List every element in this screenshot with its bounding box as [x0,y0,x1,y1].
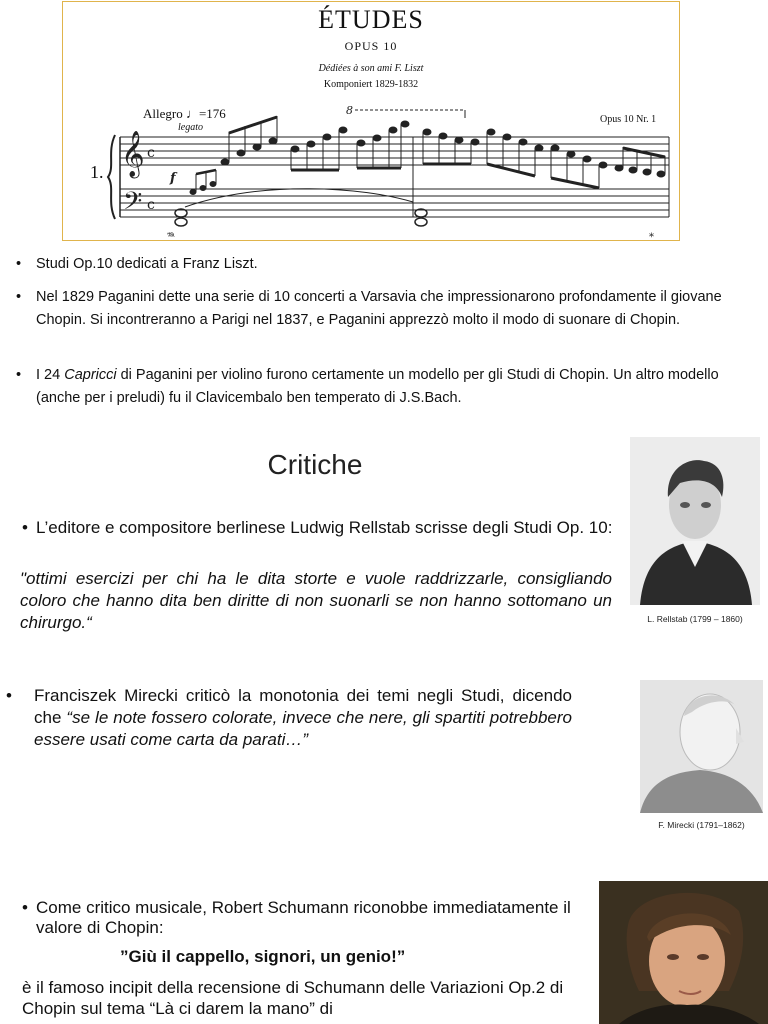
svg-text:c: c [147,145,155,161]
music-staff-drawing [63,2,681,242]
score-excerpt-image [62,1,680,241]
score-opus: OPUS 10 [344,39,398,53]
score-dedication: Dédiées à son ami F. Liszt [318,63,424,74]
schumann-intro-text: Come critico musicale, Robert Schumann riconobbe immediatamente il valore di Chopin: [36,898,571,937]
schumann-portrait-drawing [599,881,768,1024]
bullet-dot: • [16,367,22,383]
mirecki-caption: F. Mirecki (1791–1862) [658,820,745,830]
schumann-portrait [599,881,768,1024]
svg-text:𝄞: 𝄞 [121,131,145,177]
bullet-dot: • [22,898,28,917]
bullet-dot: • [22,518,28,537]
mirecki-paragraph [6,685,572,751]
rellstab-intro-text: L’editore e compositore berlinese Ludwig Rellstab scrisse degli Studi Op. 10: [36,518,613,537]
bullet-capricci [16,364,748,410]
svg-text:𝆮: 𝆮 [167,229,175,242]
bullet-dedication [16,253,748,276]
bullet-dot: • [16,289,22,305]
score-title: ÉTUDES [318,5,424,34]
svg-text:𝄢: 𝄢 [123,187,143,222]
mirecki-quote: “se le note fossero colorate, invece che nere, gli spartiti potrebbero essere usati come carta da parati…” [34,708,572,749]
bullet-dot: • [16,256,22,272]
score-tempo: Allegro ♩=176 [143,106,226,121]
schumann-quote: ”Giù il cappello, signori, un genio!” [120,947,406,966]
bullet-text-post: di Paganini per violino furono certamente un modello per gli Studi di Chopin. Un altro modello (anche per i preludi) fu il Clavicembalo ben temperato di J.S.Bach. [36,367,719,406]
mirecki-portrait [640,680,763,813]
schumann-post: è il famoso incipit della recensione di Schumann delle Variazioni Op.2 di Chopin sul tema “Là ci darem la mano” di [22,978,564,1018]
rellstab-intro [22,517,614,539]
svg-text:*: * [649,232,654,242]
rellstab-quote: "ottimi esercizi per chi ha le dita storte e vuole raddrizzarle, consigliando coloro che hanno dita ben diritte di non suonarli se non hanno sottomano un chirurgo.“ [20,569,612,632]
mirecki-portrait-drawing [640,680,763,813]
mirecki-text-pre: Franciszek Mirecki criticò la monotonia dei temi negli Studi, dicendo che [34,686,572,727]
svg-text:8: 8 [346,104,353,117]
bullet-paganini-concerts [16,286,748,332]
rellstab-portrait-drawing [630,437,760,605]
bullet-text: Studi Op.10 dedicati a Franz Liszt. [36,256,258,272]
bullet-text: Nel 1829 Paganini dette una serie di 10 concerti a Varsavia che impressionarono profondamente il giovane Chopin. Si incontreranno a Parigi nel 1837, e Paganini apprezzò molto il modo di suonare di Chopin. [36,289,722,328]
svg-text:f: f [170,171,176,186]
score-composed: Komponiert 1829-1832 [323,79,419,90]
score-opus-number: Opus 10 Nr. 1 [600,114,657,125]
rellstab-portrait [630,437,760,605]
bullet-text-pre: I 24 [36,367,65,383]
bullet-text-italic: Capricci [64,367,117,383]
score-legato: legato [178,122,203,133]
mirecki-text [6,685,572,751]
bullet-dot: • [6,686,12,705]
schumann-intro [22,898,582,938]
svg-text:c: c [147,197,155,213]
rellstab-caption: L. Rellstab (1799 – 1860) [647,614,743,624]
section-title-critiche: Critiche [267,449,363,480]
score-study-number: 1. [90,162,104,182]
